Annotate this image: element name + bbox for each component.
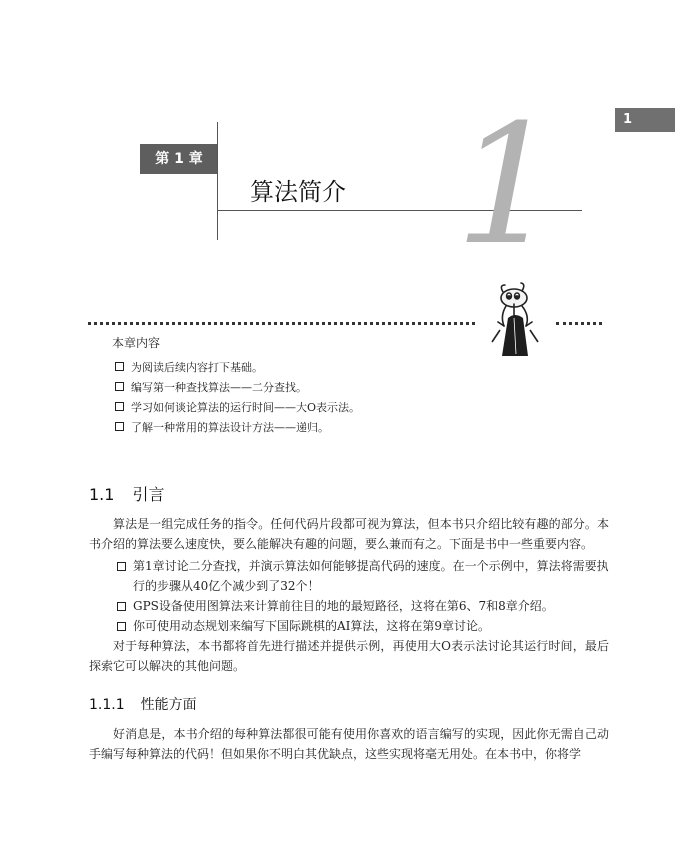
chapter-contents-heading: 本章内容 [112,336,161,350]
dotted-divider-left [88,322,475,325]
chapter-big-number: 1 [455,89,560,281]
dotted-divider-right [556,322,602,325]
chapter-title: 算法简介 [250,178,346,206]
highlights-list [117,556,613,636]
checkbox-square-icon [117,602,126,611]
section-number: 1.1 [89,485,115,504]
after-list-paragraph: 对于每种算法，本书都将首先进行描述并提供示例，再使用大O表示法讨论其运行时间，最后探索它可以解决的其他问题。 [89,639,609,673]
checkbox-square-icon [115,402,124,411]
list-item: 第1章讨论二分查找，并演示算法如何能够提高代码的速度。在一个示例中，算法将需要执行的步骤从40亿个减少到了32个！ [117,556,613,596]
checkbox-square-icon [117,562,126,571]
subsection-title: 性能方面 [140,697,197,713]
ant-mascot-icon [478,282,556,360]
subsection-heading [89,694,197,714]
list-item: 你可使用动态规划来编写下国际跳棋的AI算法，这将在第9章讨论。 [117,616,613,636]
performance-paragraph: 好消息是，本书介绍的每种算法都很可能有使用你喜欢的语言编写的实现，因此你无需自己动手编写每种算法的代码！但如果你不明白其优缺点，这些实现将毫无用处。在本书中，你将学 [89,727,609,761]
subsection-number: 1.1.1 [89,697,125,713]
chapter-label: 第 1 章 [140,144,218,174]
checkbox-square-icon [115,422,124,431]
chapter-contents-list [115,358,360,438]
checkbox-square-icon [115,362,124,371]
list-item: 学习如何谈论算法的运行时间——大O表示法。 [115,398,360,418]
list-item: 了解一种常用的算法设计方法——递归。 [115,418,360,438]
list-item: 为阅读后续内容打下基础。 [115,358,360,378]
chapter-vertical-rule [217,122,218,240]
chapter-side-tab: 1 [615,108,675,132]
section-title: 引言 [132,485,165,504]
list-item: 编写第一种查找算法——二分查找。 [115,378,360,398]
checkbox-square-icon [117,622,126,631]
checkbox-square-icon [115,382,124,391]
section-heading [89,482,164,505]
intro-paragraph: 算法是一组完成任务的指令。任何代码片段都可视为算法，但本书只介绍比较有趣的部分。本书介绍的算法要么速度快，要么能解决有趣的问题，要么兼而有之。下面是书中一些重要内容。 [89,517,609,551]
list-item: GPS设备使用图算法来计算前往目的地的最短路径，这将在第6、7和8章介绍。 [117,596,613,616]
